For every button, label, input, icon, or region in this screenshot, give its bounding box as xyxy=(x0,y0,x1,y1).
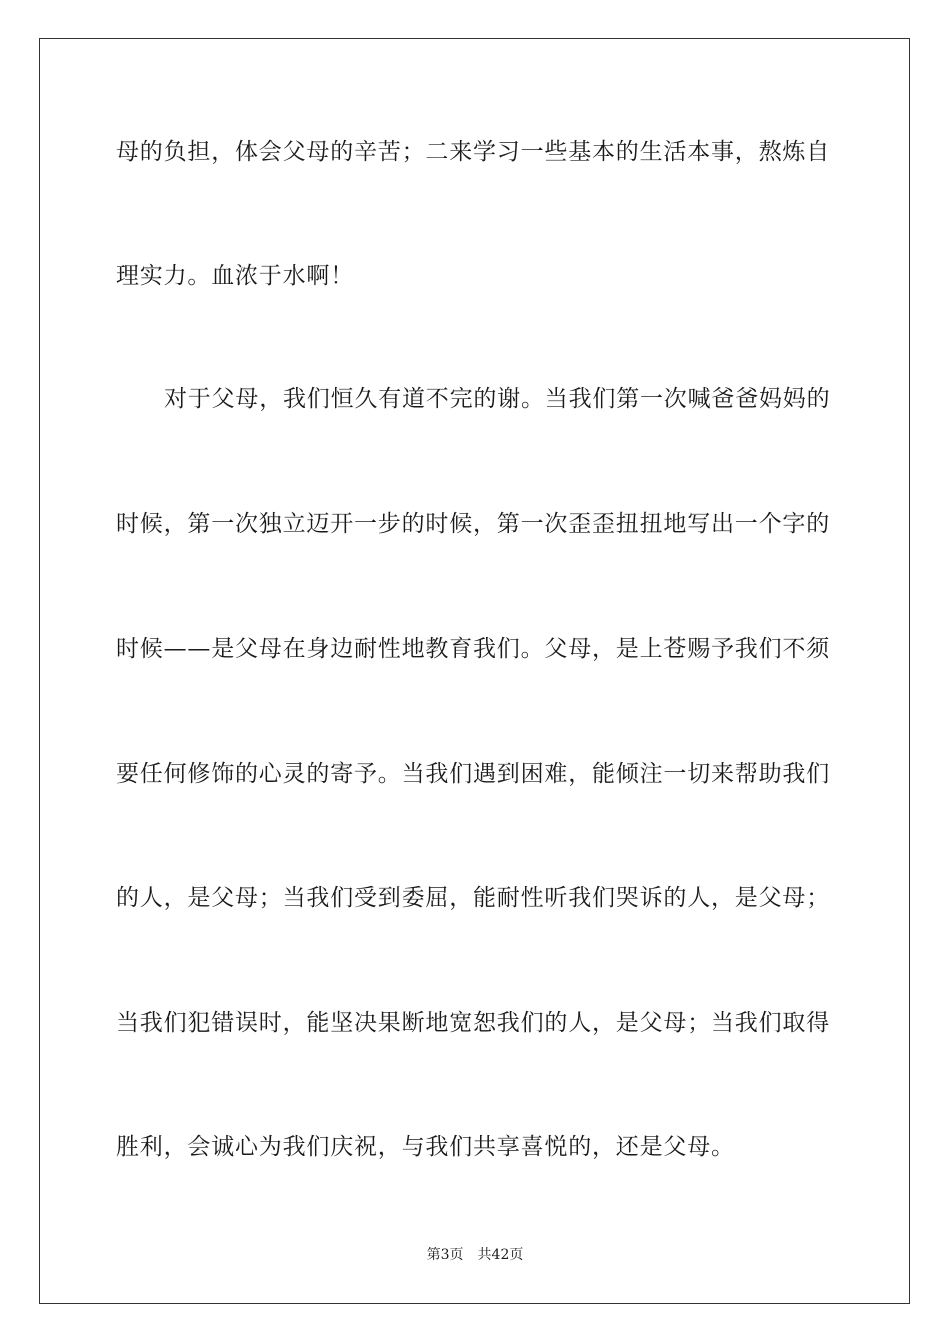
body-text-line-4: 时候，第一次独立迈开一步的时候，第一次歪歪扭扭地写出一个字的 xyxy=(116,511,830,537)
body-text-line-3: 对于父母，我们恒久有道不完的谢。当我们第一次喊爸爸妈妈的 xyxy=(164,386,831,412)
page-number: 第3页 xyxy=(426,1247,464,1263)
body-text-line-2: 理实力。血浓于水啊！ xyxy=(116,263,354,289)
body-text-line-9: 胜利，会诚心为我们庆祝，与我们共享喜悦的，还是父母。 xyxy=(116,1134,735,1160)
page-total: 共42页 xyxy=(477,1247,524,1263)
body-text-line-1: 母的负担，体会父母的辛苦；二来学习一些基本的生活本事，熬炼自 xyxy=(116,139,830,165)
body-text-line-7: 的人，是父母；当我们受到委屈，能耐性听我们哭诉的人，是父母； xyxy=(116,885,830,911)
body-text-line-6: 要任何修饰的心灵的寄予。当我们遇到困难，能倾注一切来帮助我们 xyxy=(116,761,830,787)
body-text-line-8: 当我们犯错误时，能坚决果断地宽恕我们的人，是父母；当我们取得 xyxy=(116,1010,830,1036)
page-footer xyxy=(0,1245,950,1265)
body-text-line-5: 时候——是父母在身边耐性地教育我们。父母，是上苍赐予我们不须 xyxy=(116,636,830,662)
page-border xyxy=(39,38,910,1304)
